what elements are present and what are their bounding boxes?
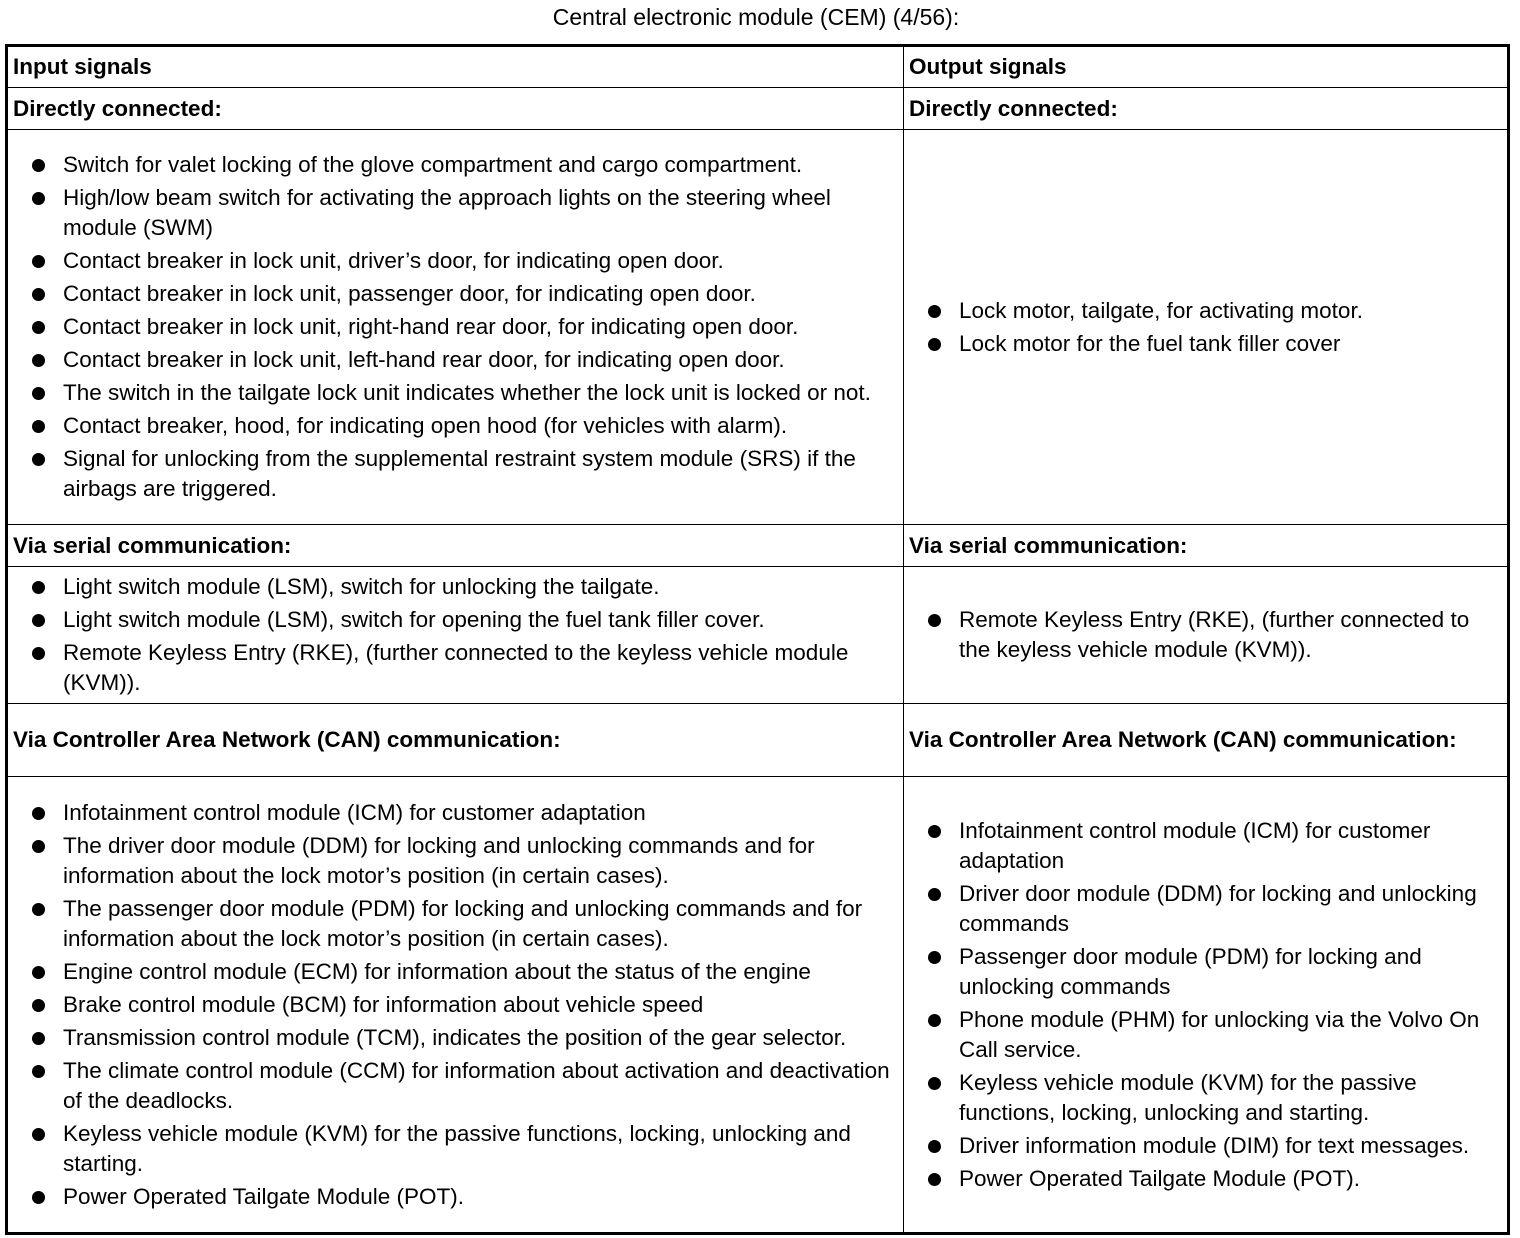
list-item	[13, 957, 899, 987]
bullet-icon	[32, 840, 45, 853]
list-item-text: Lock motor for the fuel tank filler cover	[959, 330, 1341, 356]
output-serial-list	[909, 605, 1503, 665]
input-can-cell	[7, 777, 904, 1234]
list-item	[13, 150, 899, 180]
list-item-text: Passenger door module (PDM) for locking and unlocking commands	[959, 943, 1422, 999]
bullet-icon	[928, 1077, 941, 1090]
bullet-icon	[32, 420, 45, 433]
input-direct-list	[13, 150, 899, 504]
output-direct-list	[909, 296, 1503, 359]
can-section-title-row	[7, 704, 1509, 777]
list-item-text: Remote Keyless Entry (RKE), (further connected to the keyless vehicle module (KVM)).	[63, 640, 849, 695]
bullet-icon	[928, 338, 941, 351]
bullet-icon	[928, 1173, 941, 1186]
list-item-text: Lock motor, tailgate, for activating motor.	[959, 297, 1363, 323]
bullet-icon	[32, 1065, 45, 1078]
page-title: Central electronic module (CEM) (4/56):	[552, 4, 960, 30]
list-item	[13, 798, 899, 828]
list-item	[909, 1164, 1503, 1194]
bullet-icon	[928, 1014, 941, 1027]
list-item-text: Contact breaker in lock unit, right-hand rear door, for indicating open door.	[63, 314, 799, 339]
bullet-icon	[32, 192, 45, 205]
list-item-text: Contact breaker in lock unit, passenger door, for indicating open door.	[63, 281, 756, 306]
list-item	[909, 1068, 1503, 1128]
list-item	[909, 605, 1503, 665]
list-item-text: Switch for valet locking of the glove compartment and cargo compartment.	[63, 152, 803, 177]
output-serial-cell	[904, 567, 1509, 704]
list-item	[13, 1182, 899, 1212]
bullet-icon	[928, 1140, 941, 1153]
list-item-text: The climate control module (CCM) for information about activation and deactivation of the deadlocks.	[63, 1057, 890, 1113]
list-item	[13, 894, 899, 954]
bullet-icon	[928, 305, 941, 318]
list-item-text: The passenger door module (PDM) for locking and unlocking commands and for information about the lock motor’s position (in certain cases).	[63, 895, 863, 951]
list-item-text: Infotainment control module (ICM) for customer adaptation	[959, 817, 1431, 873]
list-item	[13, 378, 899, 408]
list-item-text: Infotainment control module (ICM) for customer adaptation	[63, 799, 646, 825]
list-item-text: Phone module (PHM) for unlocking via the Volvo On Call service.	[959, 1006, 1480, 1062]
bullet-icon	[32, 1191, 45, 1204]
list-item	[909, 1005, 1503, 1065]
list-item	[13, 1056, 899, 1116]
list-item	[13, 345, 899, 375]
list-item	[13, 638, 899, 698]
list-item	[13, 246, 899, 276]
list-item-text: Driver information module (DIM) for text messages.	[959, 1132, 1470, 1158]
list-item-text: Contact breaker in lock unit, driver’s door, for indicating open door.	[63, 248, 724, 273]
list-item-text: Signal for unlocking from the supplemental restraint system module (SRS) if the airbags are triggered.	[63, 446, 856, 501]
bullet-icon	[928, 888, 941, 901]
output-serial-title: Via serial communication:	[904, 525, 1509, 567]
list-item	[13, 831, 899, 891]
serial-section-row	[7, 567, 1509, 704]
output-direct-title: Directly connected:	[904, 88, 1509, 130]
bullet-icon	[32, 903, 45, 916]
list-item	[909, 879, 1503, 939]
list-item-text: Driver door module (DDM) for locking and unlocking commands	[959, 880, 1477, 936]
bullet-icon	[32, 999, 45, 1012]
list-item-text: Light switch module (LSM), switch for unlocking the tailgate.	[63, 574, 660, 599]
input-serial-cell	[7, 567, 904, 704]
input-serial-title: Via serial communication:	[7, 525, 904, 567]
list-item	[13, 1119, 899, 1179]
list-item	[13, 1023, 899, 1053]
list-item	[13, 444, 899, 504]
bullet-icon	[32, 453, 45, 466]
list-item-text: Engine control module (ECM) for information about the status of the engine	[63, 958, 811, 984]
list-item	[13, 605, 899, 635]
list-item	[13, 411, 899, 441]
column-header-row	[7, 46, 1509, 88]
direct-section-row	[7, 130, 1509, 525]
bullet-icon	[32, 966, 45, 979]
bullet-icon	[32, 647, 45, 660]
list-item	[909, 329, 1503, 359]
bullet-icon	[32, 1128, 45, 1141]
list-item-text: Keyless vehicle module (KVM) for the passive functions, locking, unlocking and starting.	[959, 1069, 1417, 1125]
input-can-title: Via Controller Area Network (CAN) communication:	[7, 704, 904, 777]
output-can-cell	[904, 777, 1509, 1234]
input-direct-cell	[7, 130, 904, 525]
list-item	[13, 279, 899, 309]
list-item	[909, 942, 1503, 1002]
list-item-text: High/low beam switch for activating the approach lights on the steering wheel module (SWM)	[63, 185, 831, 240]
list-item-text: Power Operated Tailgate Module (POT).	[959, 1165, 1361, 1191]
list-item	[13, 183, 899, 243]
bullet-icon	[32, 1032, 45, 1045]
output-can-list	[909, 816, 1503, 1194]
list-item	[13, 990, 899, 1020]
bullet-icon	[928, 825, 941, 838]
input-direct-title: Directly connected:	[7, 88, 904, 130]
list-item-text: Transmission control module (TCM), indicates the position of the gear selector.	[63, 1024, 847, 1050]
bullet-icon	[32, 354, 45, 367]
direct-section-title-row	[7, 88, 1509, 130]
bullet-icon	[32, 321, 45, 334]
bullet-icon	[32, 581, 45, 594]
list-item-text: Brake control module (BCM) for information about vehicle speed	[63, 991, 704, 1017]
output-signals-header: Output signals	[904, 46, 1509, 88]
list-item-text: Remote Keyless Entry (RKE), (further connected to the keyless vehicle module (KVM)).	[959, 607, 1470, 662]
bullet-icon	[32, 387, 45, 400]
list-item	[13, 572, 899, 602]
bullet-icon	[32, 807, 45, 820]
output-direct-cell	[904, 130, 1509, 525]
bullet-icon	[32, 614, 45, 627]
bullet-icon	[32, 288, 45, 301]
serial-section-title-row	[7, 525, 1509, 567]
input-signals-header: Input signals	[7, 46, 904, 88]
list-item-text: Power Operated Tailgate Module (POT).	[63, 1183, 465, 1209]
list-item-text: The switch in the tailgate lock unit indicates whether the lock unit is locked or not.	[63, 380, 871, 405]
list-item-text: Keyless vehicle module (KVM) for the passive functions, locking, unlocking and starting.	[63, 1120, 851, 1176]
list-item	[909, 816, 1503, 876]
bullet-icon	[928, 614, 941, 627]
input-can-list	[13, 798, 899, 1212]
bullet-icon	[32, 159, 45, 172]
list-item-text: Contact breaker in lock unit, left-hand rear door, for indicating open door.	[63, 347, 785, 372]
list-item-text: The driver door module (DDM) for locking and unlocking commands and for information about the lock motor’s position (in certain cases).	[63, 832, 815, 888]
output-can-title: Via Controller Area Network (CAN) communication:	[904, 704, 1509, 777]
bullet-icon	[928, 951, 941, 964]
signals-table	[5, 44, 1510, 1235]
list-item-text: Contact breaker, hood, for indicating open hood (for vehicles with alarm).	[63, 413, 788, 438]
list-item	[13, 312, 899, 342]
list-item	[909, 296, 1503, 326]
list-item-text: Light switch module (LSM), switch for opening the fuel tank filler cover.	[63, 607, 765, 632]
can-section-row	[7, 777, 1509, 1234]
list-item	[909, 1131, 1503, 1161]
input-serial-list	[13, 572, 899, 698]
bullet-icon	[32, 255, 45, 268]
